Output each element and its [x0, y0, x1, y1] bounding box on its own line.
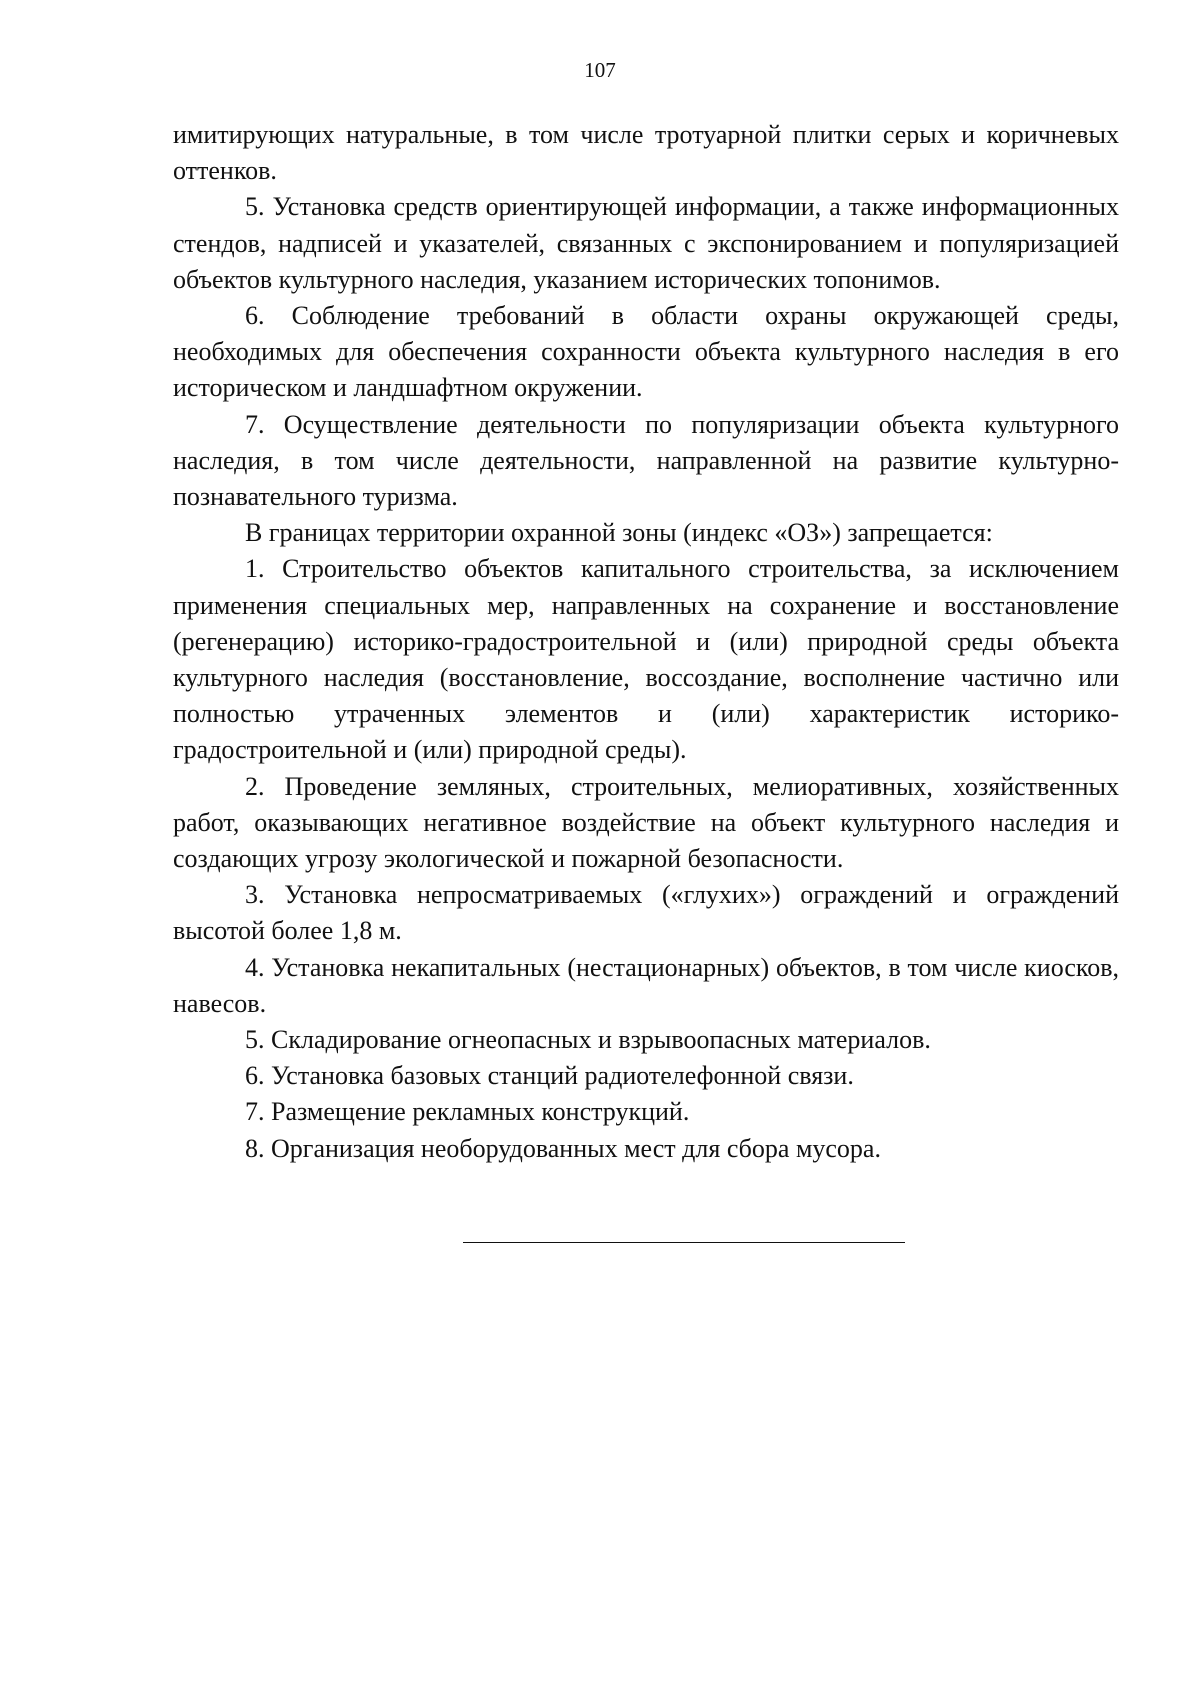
paragraph-prohibition-5-storage: 5. Складирование огнеопасных и взрывоопасных материалов. — [245, 1025, 931, 1055]
paragraph-prohibition-3-fences: 3. Установка непросматриваемых («глухих») ограждений и ограждений высотой более 1,8 м. — [173, 880, 1119, 946]
page-number: 107 — [584, 58, 616, 82]
paragraph-prohibition-6-base-stations: 6. Установка базовых станций радиотелефонной связи. — [245, 1061, 854, 1091]
document-body — [173, 117, 1119, 1167]
paragraph-prohibition-1-construction: 1. Строительство объектов капитального строительства, за исключением применения специальных мер, направленных на сохранение и восстановление (регенерацию) историко-градостроительной и (или) природной среды объекта культурного наследия (восстановление, воссоздание, восполнение частично или полностью утраченных элементов и (или) характеристик историко-градостроительной и (или) природной среды). — [173, 554, 1119, 765]
end-of-text-rule — [463, 1242, 905, 1243]
paragraph-item-6-environment: 6. Соблюдение требований в области охраны окружающей среды, необходимых для обеспечения сохранности объекта культурного наследия в его историческом и ландшафтном окружении. — [173, 301, 1119, 403]
paragraph-item-7-popularization: 7. Осуществление деятельности по популяризации объекта культурного наследия, в том числе деятельности, направленной на развитие культурно-познавательного туризма. — [173, 409, 1119, 512]
paragraph-prohibition-2-works: 2. Проведение земляных, строительных, мелиоративных, хозяйственных работ, оказывающих негативное воздействие на объект культурного наследия и создающих угрозу экологической и пожарной безопасности. — [173, 771, 1119, 874]
paragraph-prohibitions-intro: В границах территории охранной зоны (индекс «ОЗ») запрещается: — [245, 518, 993, 548]
paragraph-prohibition-4-temporary-objects: 4. Установка некапитальных (нестационарных) объектов, в том числе киосков, навесов. — [173, 952, 1119, 1018]
paragraph-prohibition-8-garbage: 8. Организация необорудованных мест для сбора мусора. — [245, 1133, 881, 1163]
paragraph-item-5-signage: 5. Установка средств ориентирующей информации, а также информационных стендов, надписей и указателей, связанных с экспонированием и популяризацией объектов культурного наследия, указанием исторических топонимов. — [173, 192, 1119, 294]
paragraph-continuation: имитирующих натуральные, в том числе тротуарной плитки серых и коричневых оттенков. — [173, 120, 1119, 186]
paragraph-prohibition-7-advertising: 7. Размещение рекламных конструкций. — [245, 1097, 690, 1127]
